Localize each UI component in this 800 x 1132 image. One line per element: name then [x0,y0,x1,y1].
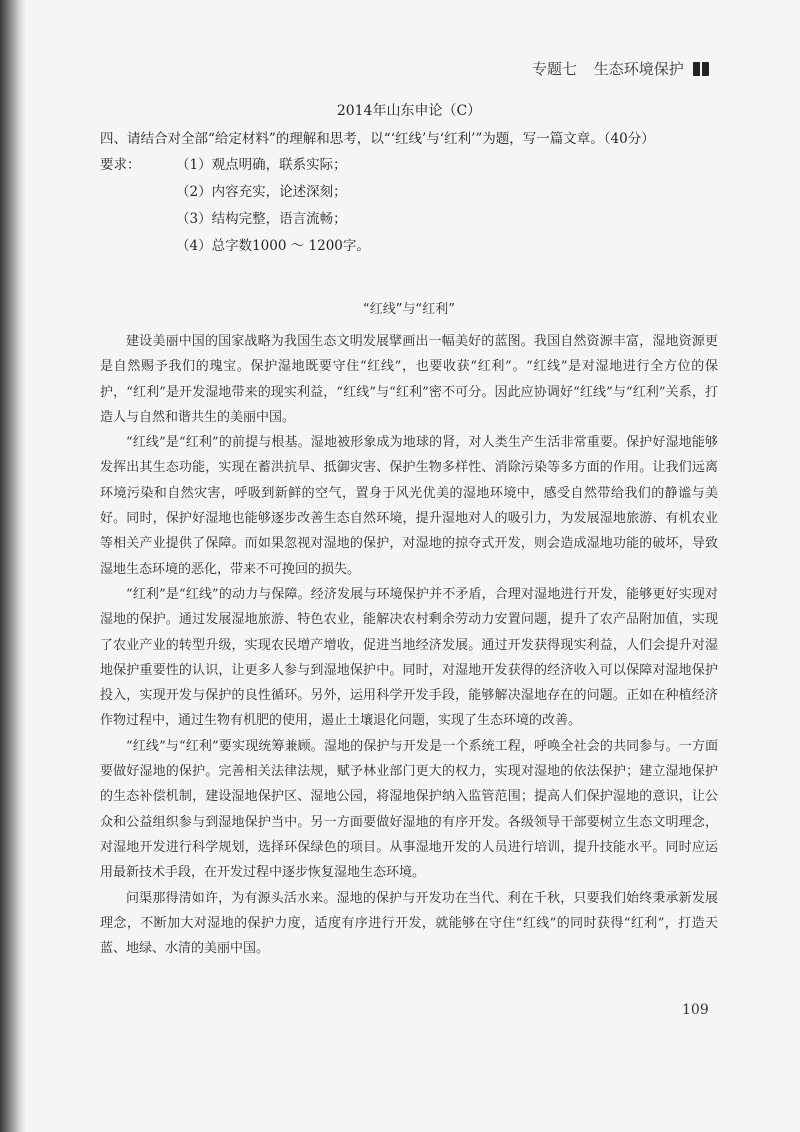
chapter-label: 专题七 [532,60,578,78]
essay-paragraph: “红利”是“红线”的动力与保障。经济发展与环境保护并不矛盾，合理对湿地进行开发，能够更好实现对湿地的保护。通过发展湿地旅游、特色农业，能解决农村剩余劳动力安置问题，提升了农产品附加值，实现了农业产业的转型升级，实现农民增产增收，促进当地经济发展。通过开发获得现实利益，人们会提升对湿地保护重要性的认识，让更多人参与到湿地保护中。同时，对湿地开发获得的经济收入可以保障对湿地保护投入，实现开发与保护的良性循环。另外，运用科学开发手段，能够解决湿地存在的问题。正如在种植经济作物过程中，通过生物有机肥的使用，遏止土壤退化问题，实现了生态环境的改善。 [100,586,718,729]
book-icon [693,62,709,76]
running-header [532,58,732,80]
requirement-item: （4）总字数1000 ～ 1200字。 [176,238,370,254]
section-label: 生态环境保护 [593,60,684,78]
requirement-item: （2）内容充实，论述深刻； [176,184,347,200]
question-prompt: 四、请结合对全部“给定材料”的理解和思考，以“‘红线’与‘红利’”为题，写一篇文章。（40分） [100,131,655,147]
essay-paragraph: 问渠那得清如许，为有源头活水来。湿地的保护与开发功在当代、利在千秋，只要我们始终秉承新发展理念，不断加大对湿地的保护力度，适度有序进行开发，就能够在守住“红线”的同时获得“红利”，打造天蓝、地绿、水清的美丽中国。 [100,890,718,957]
essay-title: “红线”与“红利” [363,302,455,317]
requirement-item: 要求： （1）观点明确，联系实际； [100,153,718,177]
requirements-label: 要求： [100,157,141,173]
requirements [100,153,718,258]
essay-paragraph: “红线”是“红利”的前提与根基。湿地被形象成为地球的肾，对人类生产生活非常重要。保护好湿地能够发挥出其生态功能，实现在蓄洪抗旱、抵御灾害、保护生物多样性、消除污染等多方面的作用。让我们远离环境污染和自然灾害，呼吸到新鲜的空气，置身于风光优美的湿地环境中，感受自然带给我们的静谧与美好。同时，保护好湿地也能够逐步改善生态自然环境，提升湿地对人的吸引力，为发展湿地旅游、有机农业等相关产业提供了保障。而如果忽视对湿地的保护，对湿地的掠夺式开发，则会造成湿地功能的破坏，导致湿地生态环境的恶化，带来不可挽回的损失。 [100,435,718,577]
page-number: 109 [682,1002,709,1018]
page-content [100,100,718,1100]
exam-title: 2014年山东申论（C） [336,103,482,119]
essay-paragraph: “红线”与“红利”要实现统筹兼顾。湿地的保护与开发是一个系统工程，呼唤全社会的共同参与。一方面要做好湿地的保护。完善相关法律法规，赋予林业部门更大的权力，实现对湿地的依法保护；建立湿地保护的生态补偿机制，建设湿地保护区、湿地公园，将湿地保护纳入监管范围；提高人们保护湿地的意识，让公众和公益组织参与到湿地保护当中。另一方面要做好湿地的有序开发。各级领导干部要树立生态文明理念，对湿地开发进行科学规划，选择环保绿色的项目。从事湿地开发的人员进行培训，提升技能水平。同时应运用最新技术手段，在开发过程中逐步恢复湿地生态环境。 [100,738,718,881]
requirement-item: （3）结构完整，语言流畅； [176,211,347,227]
essay-paragraph: 建设美丽中国的国家战略为我国生态文明发展擘画出一幅美好的蓝图。我国自然资源丰富，湿地资源更是自然赐予我们的瑰宝。保护湿地既要守住“红线”，也要收获“红利”。“红线”是对湿地进行全方位的保护，“红利”是开发湿地带来的现实利益，“红线”与“红利”密不可分。因此应协调好“红线”与“红利”关系，打造人与自然和谐共生的美丽中国。 [100,334,718,425]
scan-shadow-edge [0,0,26,1132]
